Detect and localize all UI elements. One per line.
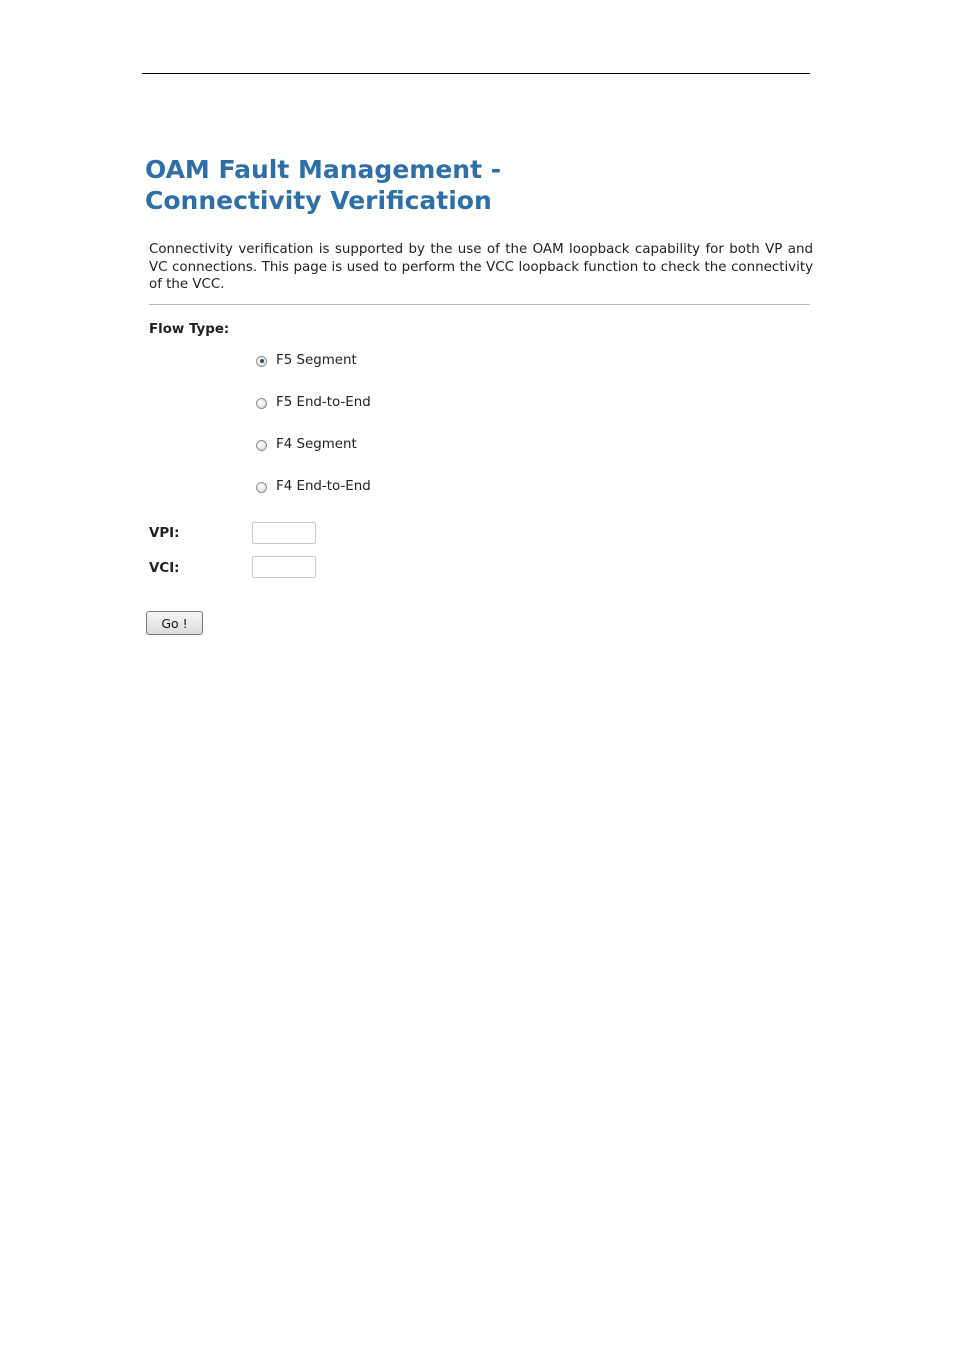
vci-label: VCI: [149,561,180,576]
radio-label: F5 Segment [276,353,357,368]
page-title: OAM Fault Management - Connectivity Verification [145,155,502,215]
radio-label: F4 Segment [276,437,357,452]
flow-type-option-f5-segment[interactable] [256,353,357,369]
go-button[interactable]: Go ! [146,611,203,635]
page-description: Connectivity verification is supported by the use of the OAM loopback capability for both VP and VC connections. This page is used to perform the VCC loopback function to check the connectivity of the VCC. [149,242,813,292]
radio-label: F4 End-to-End [276,479,371,494]
radio-button-icon[interactable] [256,398,267,409]
radio-button-icon[interactable] [256,482,267,493]
flow-type-option-f4-segment[interactable] [256,437,357,453]
radio-button-icon[interactable] [256,440,267,451]
vci-input[interactable] [252,556,316,578]
radio-label: F5 End-to-End [276,395,371,410]
header-divider [142,73,810,74]
radio-button-checked-icon[interactable] [256,356,267,367]
section-divider [149,304,810,305]
vpi-label: VPI: [149,526,180,541]
flow-type-option-f5-end-to-end[interactable] [256,395,371,411]
flow-type-option-f4-end-to-end[interactable] [256,479,371,495]
vpi-input[interactable] [252,522,316,544]
flow-type-label: Flow Type: [149,322,230,337]
